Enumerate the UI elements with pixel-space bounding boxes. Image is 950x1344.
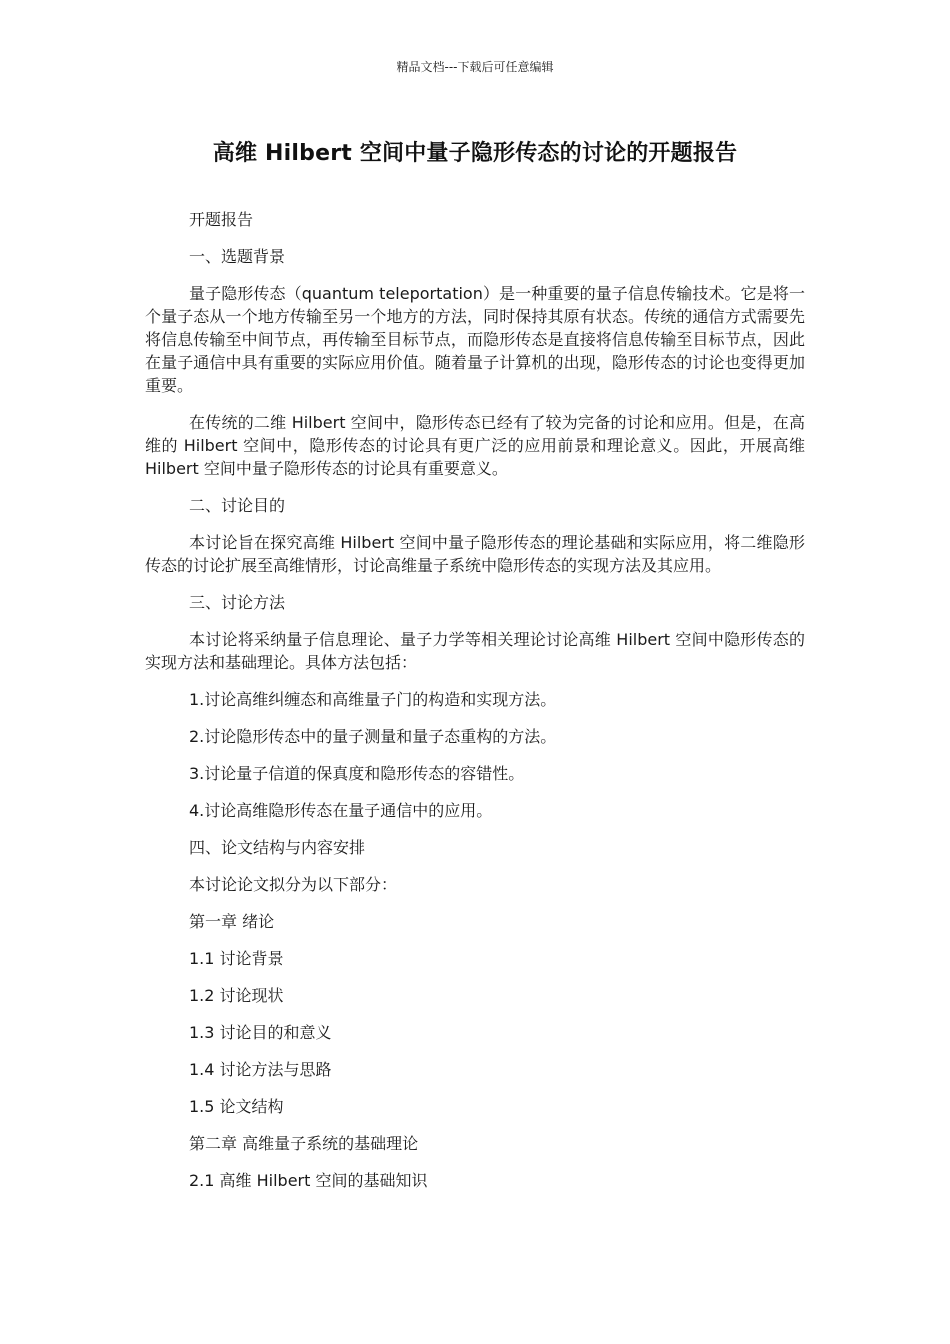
method-item: 2.讨论隐形传态中的量子测量和量子态重构的方法。 xyxy=(189,727,557,746)
background-paragraph-2: 在传统的二维 Hilbert 空间中，隐形传态已经有了较为完备的讨论和应用。但是，在高维的 Hilbert 空间中，隐形传态的讨论具有更广泛的应用前景和理论意义。因此，开展高维 Hilbert 空间中量子隐形传态的讨论具有重要意义。 xyxy=(145,413,805,478)
purpose-paragraph: 本讨论旨在探究高维 Hilbert 空间中量子隐形传态的理论基础和实际应用，将二维隐形传态的讨论扩展至高维情形，讨论高维量子系统中隐形传态的实现方法及其应用。 xyxy=(145,533,805,575)
outline-item: 第一章 绪论 xyxy=(189,912,275,931)
document-body xyxy=(145,208,805,1206)
background-paragraph-1: 量子隐形传态（quantum teleportation）是一种重要的量子信息传输技术。它是将一个量子态从一个地方传输至另一个地方的方法，同时保持其原有状态。传统的通信方式需要先将信息传输至中间节点，再传输至目标节点，而隐形传态是直接将信息传输至目标节点，因此在量子通信中具有重要的实际应用价值。随着量子计算机的出现，隐形传态的讨论也变得更加重要。 xyxy=(145,284,805,395)
outline-item: 第二章 高维量子系统的基础理论 xyxy=(189,1134,419,1153)
methods-paragraph: 本讨论将采纳量子信息理论、量子力学等相关理论讨论高维 Hilbert 空间中隐形传态的实现方法和基础理论。具体方法包括： xyxy=(145,630,805,672)
document-title: 高维 Hilbert 空间中量子隐形传态的讨论的开题报告 xyxy=(212,141,738,166)
outline-item: 1.3 讨论目的和意义 xyxy=(189,1023,332,1042)
method-item: 3.讨论量子信道的保真度和隐形传态的容错性。 xyxy=(189,764,525,783)
method-item: 4.讨论高维隐形传态在量子通信中的应用。 xyxy=(189,801,493,820)
report-label: 开题报告 xyxy=(189,210,254,229)
outline-item: 1.4 讨论方法与思路 xyxy=(189,1060,332,1079)
outline-item: 1.5 论文结构 xyxy=(189,1097,284,1116)
structure-intro: 本讨论论文拟分为以下部分： xyxy=(189,875,398,894)
outline-item: 1.1 讨论背景 xyxy=(189,949,284,968)
section-heading-structure: 四、论文结构与内容安排 xyxy=(189,838,366,857)
section-heading-background: 一、选题背景 xyxy=(189,247,286,266)
section-heading-methods: 三、讨论方法 xyxy=(189,593,286,612)
method-item: 1.讨论高维纠缠态和高维量子门的构造和实现方法。 xyxy=(189,690,557,709)
section-heading-purpose: 二、讨论目的 xyxy=(189,496,286,515)
outline-item: 1.2 讨论现状 xyxy=(189,986,284,1005)
outline-item: 2.1 高维 Hilbert 空间的基础知识 xyxy=(189,1171,428,1190)
header-note: 精品文档---下载后可任意编辑 xyxy=(396,60,554,74)
